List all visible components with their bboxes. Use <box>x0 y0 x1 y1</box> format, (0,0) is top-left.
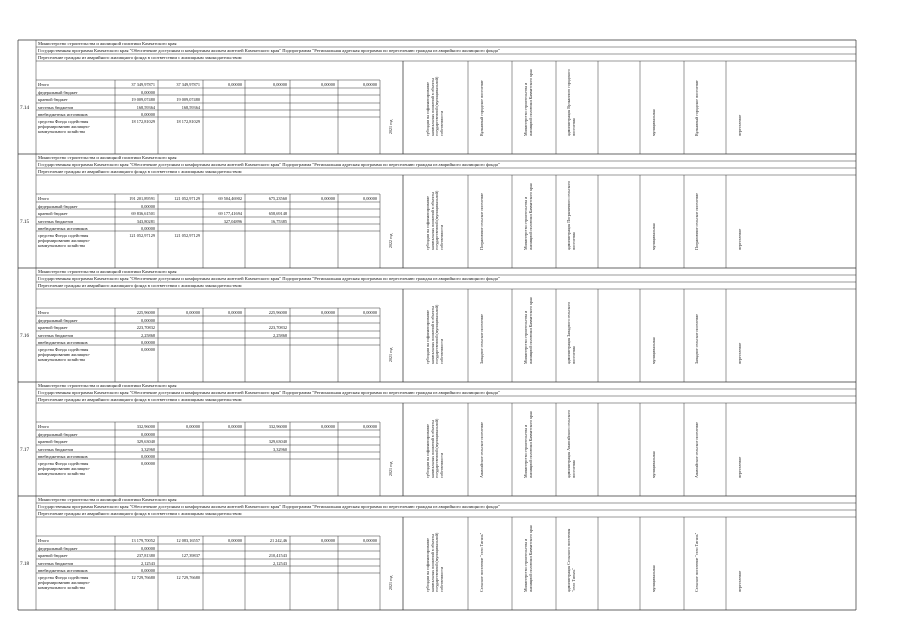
source-label: средства Фонда содействия реформированию жилищно-коммунального хозяйства <box>38 574 91 590</box>
row-number: 7.14 <box>20 105 30 111</box>
vertical-cell: переселение <box>737 456 742 478</box>
amount-cell: 0,00000 <box>141 203 155 209</box>
vertical-cell: Анавгайское сельское поселение <box>479 421 484 478</box>
year-cell: 2021 год <box>388 575 393 590</box>
vertical-cell: Вулканный городское поселение <box>479 80 484 136</box>
source-label: внебюджетных источников <box>38 339 88 345</box>
source-label: местных бюджетов <box>38 104 74 110</box>
vertical-cell: Сельское поселение "село Тигиль" <box>479 532 484 592</box>
amount-cell: 2,25868 <box>273 332 287 338</box>
source-label: федеральный бюджет <box>38 317 78 323</box>
source-label: средства Фонда содействия реформированию жилищно-коммунального хозяйства <box>38 346 91 362</box>
source-label: средства Фонда содействия реформированию жилищно-коммунального хозяйства <box>38 460 91 476</box>
amount-cell: 0,00000 <box>141 317 155 323</box>
event-name: Переселение граждан из аварийного жилищного фонда в соответствии с жилищным законодательством <box>38 397 242 402</box>
year-cell: 2022 год <box>388 233 393 248</box>
amount-cell: 0,00000 <box>321 423 335 429</box>
amount-cell: 223,70832 <box>268 324 287 330</box>
amount-cell: 168,59364 <box>181 104 200 110</box>
vertical-cell: Западное сельское поселение <box>479 313 484 364</box>
vertical-cell: Пограничное сельское поселение <box>694 193 699 250</box>
program-name: Государственная программа Камчатского края "Обеспечение доступным и комфортным жильем жителей Камчатского края" Подпрограмма "Региональная адресная программа по переселению граждан из аварийного жилищного фонда" <box>38 162 500 167</box>
vertical-cell: Министерство строительства и жилищной политики Камчатского края <box>523 411 533 478</box>
vertical-cell: Министерство строительства и жилищной политики Камчатского края <box>523 297 533 364</box>
vertical-cell: муниципальная <box>651 109 656 136</box>
amount-cell: 18 172,81029 <box>131 118 155 124</box>
vertical-cell: администрация Западного сельского поселения <box>566 301 576 364</box>
amount-cell: 0,00000 <box>363 537 377 543</box>
amount-cell: 225,96000 <box>268 309 287 315</box>
source-label: внебюджетных источников <box>38 111 88 117</box>
amount-cell: 12 729,76680 <box>176 574 200 580</box>
amount-cell: 13 179,70052 <box>131 537 155 543</box>
ministry-name: Министерство строительства и жилищной политики Камчатского края <box>38 383 177 388</box>
vertical-cell: Пограничное сельское поселение <box>479 193 484 250</box>
vertical-cell: администрация Вулканного городского поселения <box>566 69 576 136</box>
source-label: краевой бюджет <box>38 438 68 444</box>
source-label: внебюджетных источников <box>38 567 88 573</box>
amount-cell: 0,00000 <box>363 423 377 429</box>
vertical-cell: субсидии на софинансирование капитальных вложений в объекты государственной (муниципальной) собственности <box>424 418 444 478</box>
amount-cell: 0,00000 <box>228 309 242 315</box>
event-name: Переселение граждан из аварийного жилищного фонда в соответствии с жилищным законодательством <box>38 283 242 288</box>
amount-cell: 0,00000 <box>186 309 200 315</box>
vertical-cell: Анавгайское сельское поселение <box>694 421 699 478</box>
amount-cell: 0,00000 <box>321 309 335 315</box>
source-label: внебюджетных источников <box>38 453 88 459</box>
vertical-cell: муниципальная <box>651 451 656 478</box>
amount-cell: 675,23560 <box>268 195 287 201</box>
amount-cell: 343,80281 <box>136 218 155 224</box>
amount-cell: 19 009,07480 <box>131 96 155 102</box>
amount-cell: 0,00000 <box>186 423 200 429</box>
vertical-cell: Министерство строительства и жилищной политики Камчатского края <box>523 525 533 592</box>
amount-cell: 2,25868 <box>141 332 155 338</box>
amount-cell: 0,00000 <box>141 346 155 352</box>
vertical-cell: переселение <box>737 342 742 364</box>
amount-cell: 127,39837 <box>181 552 200 558</box>
amount-cell: 0,00000 <box>141 460 155 466</box>
amount-cell: 2,12543 <box>273 560 287 566</box>
program-name: Государственная программа Камчатского края "Обеспечение доступным и комфортным жильем жителей Камчатского края" Подпрограмма "Региональная адресная программа по переселению граждан из аварийного жилищного фонда" <box>38 276 500 281</box>
source-label: Итого <box>38 537 49 543</box>
source-label: федеральный бюджет <box>38 545 78 551</box>
source-label: краевой бюджет <box>38 324 68 330</box>
vertical-cell: субсидии на софинансирование капитальных вложений в объекты государственной (муниципальной) собственности <box>424 190 444 250</box>
vertical-cell: Министерство строительства и жилищной политики Камчатского края <box>523 183 533 250</box>
amount-cell: 69 836,61501 <box>131 210 155 216</box>
amount-cell: 121 052,97129 <box>174 232 200 238</box>
source-label: местных бюджетов <box>38 560 74 566</box>
amount-cell: 329,63040 <box>268 438 287 444</box>
amount-cell: 0,00000 <box>141 453 155 459</box>
amount-cell: 225,96000 <box>136 309 155 315</box>
amount-cell: 0,00000 <box>363 81 377 87</box>
ministry-name: Министерство строительства и жилищной политики Камчатского края <box>38 497 177 502</box>
amount-cell: 332,96000 <box>136 423 155 429</box>
amount-cell: 0,00000 <box>141 225 155 231</box>
vertical-cell: Западное сельское поселение <box>694 313 699 364</box>
amount-cell: 0,00000 <box>363 195 377 201</box>
amount-cell: 168,59364 <box>136 104 155 110</box>
source-label: Итого <box>38 309 49 315</box>
amount-cell: 69 504,46902 <box>218 195 242 201</box>
vertical-cell: субсидии на софинансирование капитальных вложений в объекты государственной (муниципальной) собственности <box>424 76 444 136</box>
year-cell: 2021 год <box>388 119 393 134</box>
row-number: 7.17 <box>20 447 30 453</box>
amount-cell: 0,00000 <box>321 537 335 543</box>
source-label: местных бюджетов <box>38 218 74 224</box>
source-label: средства Фонда содействия реформированию жилищно-коммунального хозяйства <box>38 232 91 248</box>
amount-cell: 0,00000 <box>321 195 335 201</box>
amount-cell: 332,96000 <box>268 423 287 429</box>
amount-cell: 21 242,46 <box>269 537 287 543</box>
amount-cell: 0,00000 <box>141 545 155 551</box>
vertical-cell: Вулканный городское поселение <box>694 80 699 136</box>
vertical-cell: Сельское поселение "село Тигиль" <box>694 532 699 592</box>
amount-cell: 0,00000 <box>141 567 155 573</box>
amount-cell: 0,00000 <box>228 537 242 543</box>
year-cell: 2021 год <box>388 347 393 362</box>
source-label: внебюджетных источников <box>38 225 88 231</box>
source-label: местных бюджетов <box>38 332 74 338</box>
amount-cell: 0,00000 <box>141 339 155 345</box>
amount-cell: 327,04896 <box>223 218 242 224</box>
event-name: Переселение граждан из аварийного жилищного фонда в соответствии с жилищным законодательством <box>38 511 242 516</box>
program-name: Государственная программа Камчатского края "Обеспечение доступным и комфортным жильем жителей Камчатского края" Подпрограмма "Региональная адресная программа по переселению граждан из аварийного жилищного фонда" <box>38 390 500 395</box>
amount-cell: 0,00000 <box>228 81 242 87</box>
vertical-cell: субсидии на софинансирование капитальных вложений в объекты государственной (муниципальной) собственности <box>424 532 444 592</box>
row-number: 7.15 <box>20 219 30 225</box>
row-number: 7.18 <box>20 561 30 567</box>
amount-cell: 12 729,76680 <box>131 574 155 580</box>
amount-cell: 329,63040 <box>136 438 155 444</box>
source-label: федеральный бюджет <box>38 203 78 209</box>
event-name: Переселение граждан из аварийного жилищного фонда в соответствии с жилищным законодательством <box>38 169 242 174</box>
amount-cell: 69 177,41694 <box>218 210 242 216</box>
amount-cell: 19 009,07480 <box>176 96 200 102</box>
amount-cell: 0,00000 <box>228 423 242 429</box>
amount-cell: 0,00000 <box>273 81 287 87</box>
ministry-name: Министерство строительства и жилищной политики Камчатского края <box>38 155 177 160</box>
amount-cell: 191 201,89591 <box>129 195 155 201</box>
source-label: краевой бюджет <box>38 210 68 216</box>
vertical-cell: переселение <box>737 114 742 136</box>
amount-cell: 2,12543 <box>141 560 155 566</box>
source-label: федеральный бюджет <box>38 89 78 95</box>
amount-cell: 223,70832 <box>136 324 155 330</box>
amount-cell: 0,00000 <box>141 89 155 95</box>
vertical-cell: муниципальная <box>651 223 656 250</box>
row-number: 7.16 <box>20 333 30 339</box>
source-label: краевой бюджет <box>38 96 68 102</box>
source-label: Итого <box>38 81 49 87</box>
source-label: краевой бюджет <box>38 552 68 558</box>
amount-cell: 16,75385 <box>270 218 287 224</box>
amount-cell: 210,41543 <box>268 552 287 558</box>
amount-cell: 18 172,81029 <box>176 118 200 124</box>
vertical-cell: субсидии на софинансирование капитальных вложений в объекты государственной (муниципальной) собственности <box>424 304 444 364</box>
vertical-cell: администрация Пограничного сельского поселения <box>566 181 576 250</box>
vertical-cell: муниципальная <box>651 337 656 364</box>
source-label: федеральный бюджет <box>38 431 78 437</box>
amount-cell: 121 052,97129 <box>129 232 155 238</box>
source-label: местных бюджетов <box>38 446 74 452</box>
amount-cell: 121 052,97129 <box>174 195 200 201</box>
amount-cell: 37 349,97871 <box>131 81 155 87</box>
amount-cell: 237,81380 <box>136 552 155 558</box>
source-label: Итого <box>38 195 49 201</box>
vertical-cell: переселение <box>737 570 742 592</box>
amount-cell: 3,32960 <box>273 446 287 452</box>
program-name: Государственная программа Камчатского края "Обеспечение доступным и комфортным жильем жителей Камчатского края" Подпрограмма "Региональная адресная программа по переселению граждан из аварийного жилищного фонда" <box>38 504 500 509</box>
ministry-name: Министерство строительства и жилищной политики Камчатского края <box>38 269 177 274</box>
amount-cell: 37 349,97871 <box>176 81 200 87</box>
amount-cell: 658,69148 <box>268 210 287 216</box>
amount-cell: 0,00000 <box>321 81 335 87</box>
vertical-cell: муниципальная <box>651 565 656 592</box>
vertical-cell: администрация Анавгайского сельского поселения <box>566 409 576 478</box>
program-name: Государственная программа Камчатского края "Обеспечение доступным и комфортным жильем жителей Камчатского края" Подпрограмма "Региональная адресная программа по переселению граждан из аварийного жилищного фонда" <box>38 48 500 53</box>
vertical-cell: администрация Сельского поселения "село Тигиль" <box>566 528 576 592</box>
amount-cell: 0,00000 <box>141 111 155 117</box>
year-cell: 2021 год <box>388 461 393 476</box>
source-label: средства Фонда содействия реформированию жилищно-коммунального хозяйства <box>38 118 91 134</box>
source-label: Итого <box>38 423 49 429</box>
event-name: Переселение граждан из аварийного жилищного фонда в соответствии с жилищным законодательством <box>38 55 242 60</box>
vertical-cell: переселение <box>737 228 742 250</box>
amount-cell: 0,00000 <box>141 431 155 437</box>
amount-cell: 12 083,16557 <box>176 537 200 543</box>
amount-cell: 3,32960 <box>141 446 155 452</box>
amount-cell: 0,00000 <box>363 309 377 315</box>
ministry-name: Министерство строительства и жилищной политики Камчатского края <box>38 41 177 46</box>
vertical-cell: Министерство строительства и жилищной политики Камчатского края <box>523 69 533 136</box>
